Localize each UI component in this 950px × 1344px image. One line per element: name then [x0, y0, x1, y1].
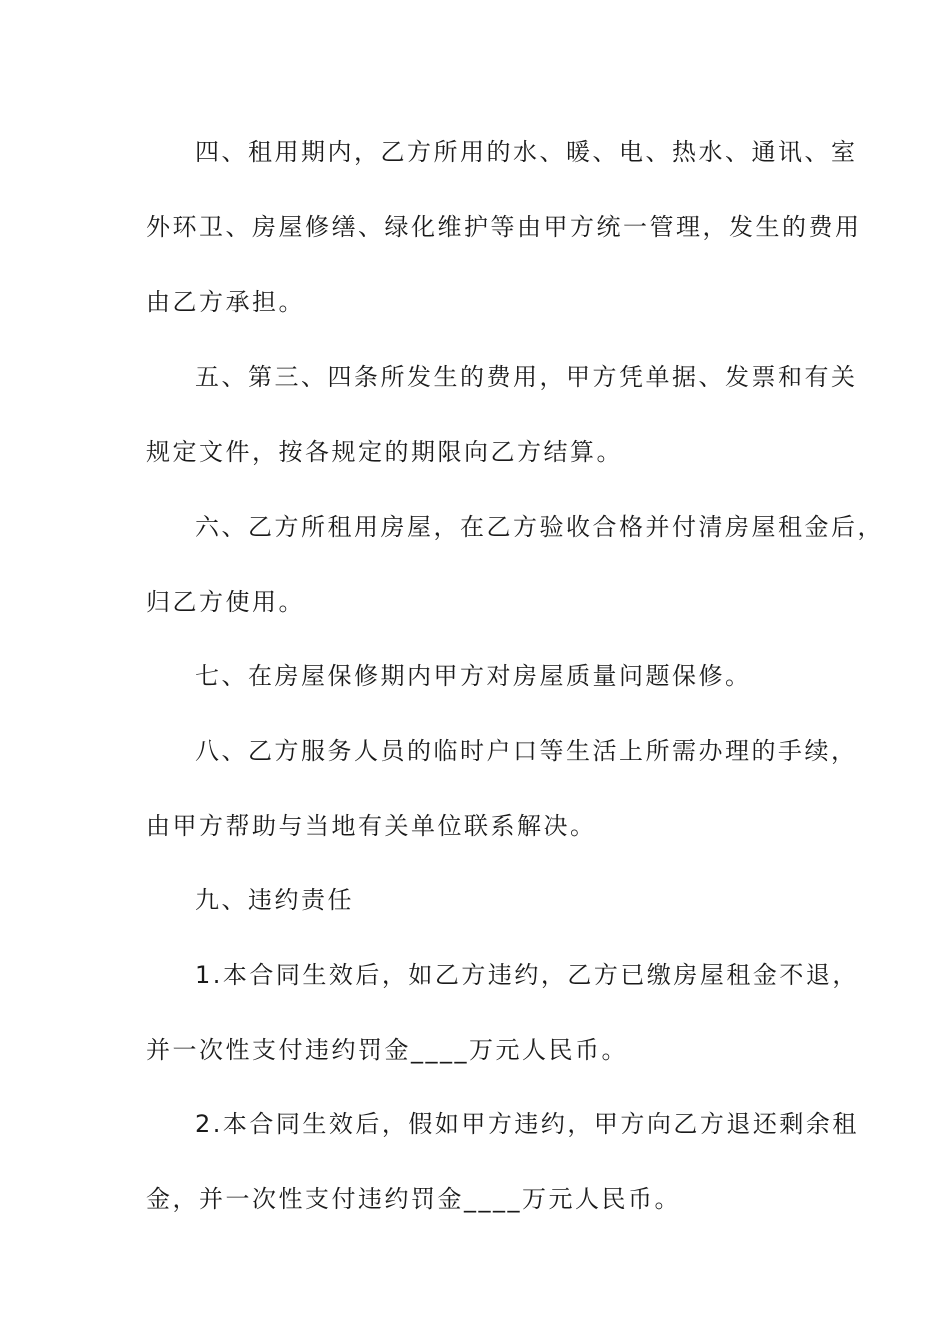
clause-6-line-1: 六、乙方所租用房屋，在乙方验收合格并付清房屋租金后， — [195, 513, 884, 541]
clause-9-heading: 九、违约责任 — [195, 886, 354, 914]
clause-9-item-2-line-1: 2.本合同生效后，假如甲方违约，甲方向乙方退还剩余租 — [195, 1110, 859, 1138]
clause-8-line-1: 八、乙方服务人员的临时户口等生活上所需办理的手续， — [195, 737, 858, 765]
clause-9-item-1-line-1: 1.本合同生效后，如乙方违约，乙方已缴房屋租金不退， — [195, 961, 859, 989]
clause-5-line-1: 五、第三、四条所发生的费用，甲方凭单据、发票和有关 — [195, 363, 858, 391]
clause-8-line-2: 由甲方帮助与当地有关单位联系解决。 — [146, 812, 597, 840]
clause-4-line-2: 外环卫、房屋修缮、绿化维护等由甲方统一管理，发生的费用 — [146, 213, 862, 241]
clause-7-line-1: 七、在房屋保修期内甲方对房屋质量问题保修。 — [195, 662, 752, 690]
clause-5-line-2: 规定文件，按各规定的期限向乙方结算。 — [146, 438, 623, 466]
clause-4-line-1: 四、租用期内，乙方所用的水、暖、电、热水、通讯、室 — [195, 138, 858, 166]
clause-9-item-2-line-2: 金，并一次性支付违约罚金____万元人民币。 — [146, 1185, 681, 1213]
clause-9-item-1-line-2: 并一次性支付违约罚金____万元人民币。 — [146, 1036, 628, 1064]
clause-6-line-2: 归乙方使用。 — [146, 588, 305, 616]
clause-4-line-3: 由乙方承担。 — [146, 288, 305, 316]
